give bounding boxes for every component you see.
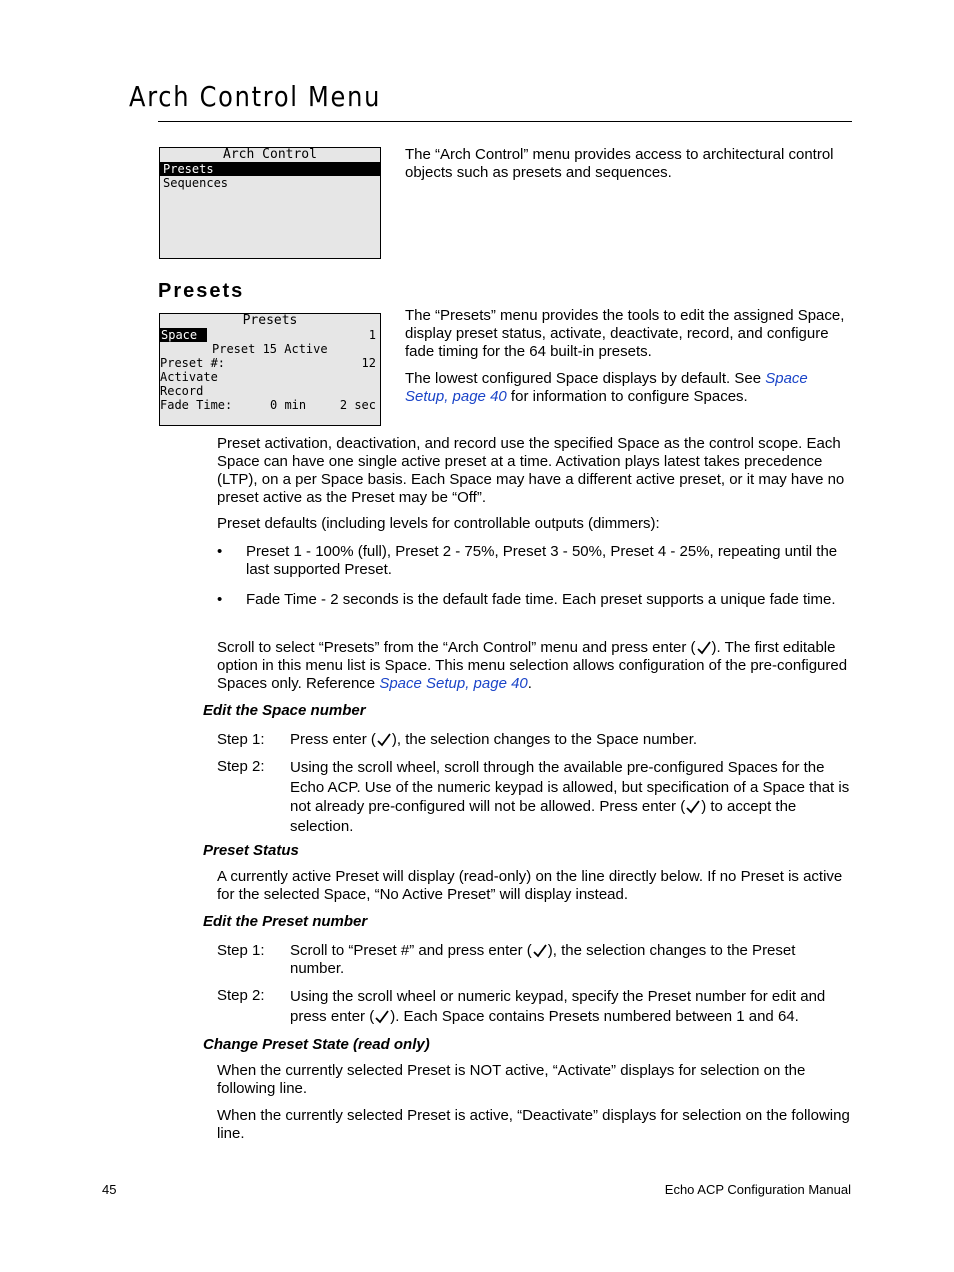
lcd-fade-sec: 2 sec bbox=[339, 398, 376, 412]
lcd-preset-status: Preset 15 Active bbox=[212, 342, 328, 356]
step-text bbox=[290, 942, 853, 978]
checkmark-icon bbox=[374, 1009, 390, 1025]
page-number: 45 bbox=[102, 1182, 117, 1197]
text: Using the scroll wheel, scroll through the available pre-configured Spaces for the Echo ACP. Use of the numeric keypad is allowed, but specification of a Space that is not already pre-configured will not be allowed. Press enter ( bbox=[290, 759, 850, 815]
lcd-header: Arch Control bbox=[223, 147, 317, 162]
defaults-para: Preset defaults (including levels for controllable outputs (dimmers): bbox=[217, 515, 660, 532]
text: for information to configure Spaces. bbox=[506, 388, 748, 405]
presets-intro: The “Presets” menu provides the tools to edit the assigned Space, display preset status, activate, deactivate, record, and configure fade timing for the 64 built-in presets. bbox=[405, 307, 845, 360]
text: ), the selection changes to the Preset number. bbox=[290, 942, 796, 977]
step-label: Step 2: bbox=[217, 987, 265, 1004]
step-label: Step 1: bbox=[217, 731, 265, 748]
step-text bbox=[290, 731, 853, 749]
edit-preset-heading: Edit the Preset number bbox=[203, 913, 368, 930]
arch-intro: The “Arch Control” menu provides access to architectural control objects such as presets and sequences. bbox=[405, 146, 834, 181]
arch-control-lcd bbox=[159, 147, 381, 259]
lcd-preset-label: Preset #: bbox=[160, 356, 226, 370]
lcd-space-value: 1 bbox=[368, 328, 376, 342]
step-label: Step 1: bbox=[217, 942, 265, 959]
text: The lowest configured Space displays by default. See bbox=[405, 370, 766, 387]
change-state-p2: When the currently selected Preset is active, “Deactivate” displays for selection on the following line. bbox=[217, 1107, 850, 1142]
change-state-p1: When the currently selected Preset is NOT active, “Activate” displays for selection on the following line. bbox=[217, 1062, 806, 1097]
text: ). Each Space contains Presets numbered between 1 and 64. bbox=[390, 1008, 799, 1025]
lcd-space-label: Space bbox=[160, 328, 207, 342]
lcd-row-status bbox=[160, 342, 380, 356]
lcd-fade-label: Fade Time: bbox=[160, 398, 233, 412]
lcd-item-sequences: Sequences bbox=[163, 176, 229, 190]
text: . bbox=[527, 675, 532, 692]
bullet-item: Fade Time - 2 seconds is the default fade time. Each preset supports a unique fade time. bbox=[246, 591, 836, 608]
checkmark-icon bbox=[685, 799, 701, 815]
checkmark-icon bbox=[532, 943, 548, 959]
lcd-row-fade bbox=[160, 398, 380, 412]
lcd-item-presets: Presets bbox=[160, 162, 380, 176]
lcd-row-record: Record bbox=[160, 384, 204, 398]
lcd-row-activate: Activate bbox=[160, 370, 218, 384]
manual-title: Echo ACP Configuration Manual bbox=[664, 1182, 851, 1197]
text: ). The first editable option in this menu list is Space. This menu selection allows configuration of the pre-configured Spaces only. Reference bbox=[217, 639, 848, 692]
presets-heading: Presets bbox=[158, 280, 245, 302]
preset-status-text: A currently active Preset will display (read-only) on the line directly below. If no Preset is active for the selected Space, “No Active Preset” will display instead. bbox=[217, 868, 843, 903]
text: Scroll to select “Presets” from the “Arch Control” menu and press enter ( bbox=[217, 639, 696, 656]
text: ), the selection changes to the Space number. bbox=[391, 731, 698, 748]
bullet-dot: • bbox=[217, 543, 223, 560]
text: Using the scroll wheel or numeric keypad, specify the Preset number for edit and press enter ( bbox=[290, 988, 826, 1025]
bullet-dot: • bbox=[217, 591, 223, 608]
text: Press enter ( bbox=[290, 731, 376, 748]
title-rule bbox=[158, 121, 852, 122]
text: Scroll to “Preset #” and press enter ( bbox=[290, 942, 532, 959]
space-setup-link[interactable]: Space Setup, page 40 bbox=[405, 370, 808, 405]
step-label: Step 2: bbox=[217, 758, 265, 775]
preset-status-heading: Preset Status bbox=[203, 842, 299, 859]
step-text bbox=[290, 987, 853, 1027]
lcd-row-preset bbox=[160, 356, 380, 370]
activation-para: Preset activation, deactivation, and record use the specified Space as the control scope. Each Space can have one single active preset at a time. Activation plays latest takes precedence (LTP), on a per Space basis. Each Space may have a different active preset, or it may have no preset active as the Preset may be “Off”. bbox=[217, 435, 845, 506]
page-title: Arch Control Menu bbox=[129, 80, 382, 113]
checkmark-icon bbox=[696, 640, 712, 656]
lcd-row-space bbox=[160, 328, 380, 342]
space-setup-link[interactable]: Space Setup, page 40 bbox=[379, 675, 528, 692]
presets-lcd bbox=[159, 313, 381, 426]
text: ) to accept the selection. bbox=[290, 798, 797, 835]
bullet-item: Preset 1 - 100% (full), Preset 2 - 75%, Preset 3 - 50%, Preset 4 - 25%, repeating until the last supported Preset. bbox=[246, 543, 838, 578]
scroll-para bbox=[217, 639, 853, 693]
lowest-space-para bbox=[405, 370, 850, 406]
edit-space-heading: Edit the Space number bbox=[203, 702, 366, 719]
change-state-heading: Change Preset State (read only) bbox=[203, 1036, 430, 1053]
lcd-fade-min: 0 min bbox=[270, 398, 307, 412]
lcd-header: Presets bbox=[242, 313, 298, 328]
checkmark-icon bbox=[376, 732, 392, 748]
lcd-preset-value: 12 bbox=[361, 356, 376, 370]
step-text bbox=[290, 758, 853, 836]
